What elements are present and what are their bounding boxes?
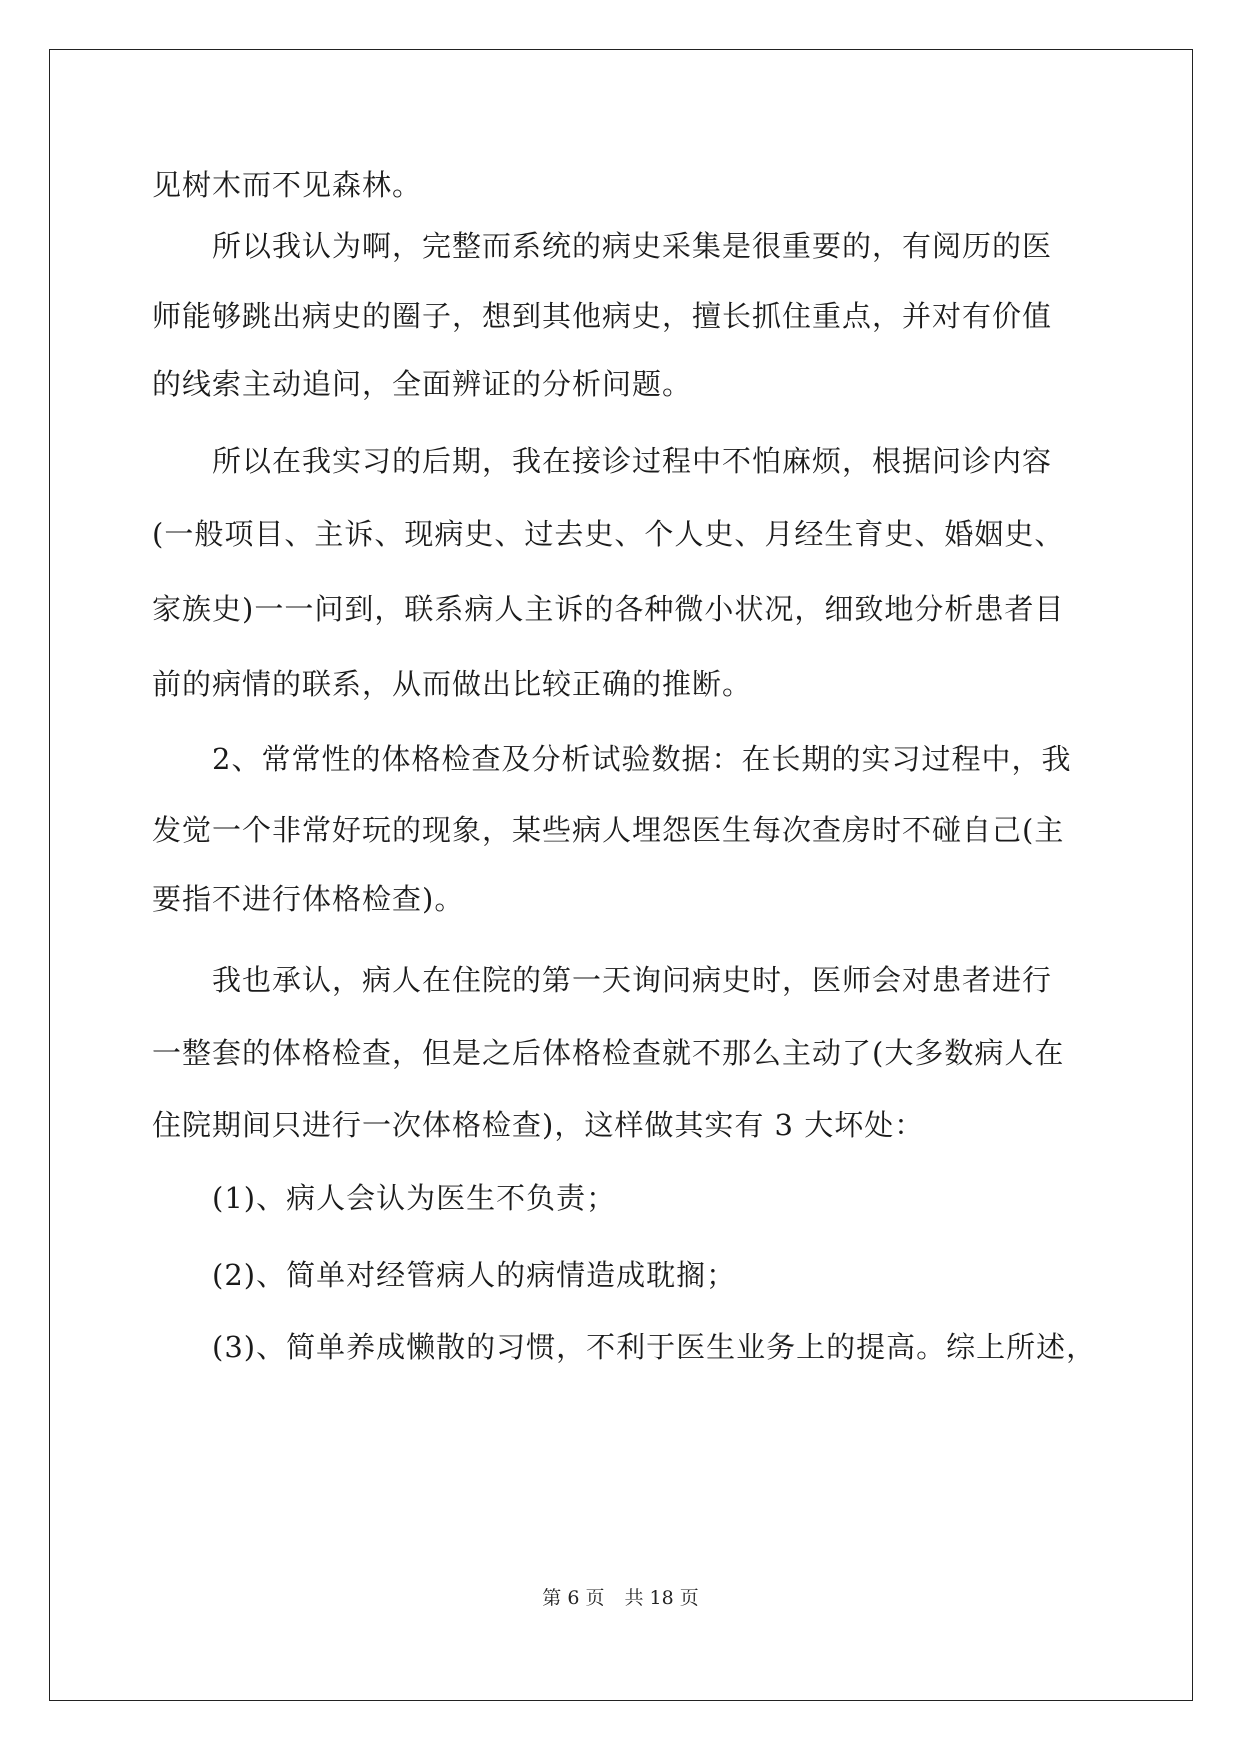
text-line: 2、常常性的体格检查及分析试验数据：在长期的实习过程中，我	[212, 742, 1072, 776]
text-line: (一般项目、主诉、现病史、过去史、个人史、月经生育史、婚姻史、	[152, 517, 1065, 551]
page-total: 共 18 页	[624, 1587, 699, 1609]
text-line: 所以在我实习的后期，我在接诊过程中不怕麻烦，根据问诊内容	[212, 444, 1053, 478]
text-line: 的线索主动追问，全面辨证的分析问题。	[152, 367, 693, 401]
text-line: 所以我认为啊，完整而系统的病史采集是很重要的，有阅历的医	[212, 229, 1053, 263]
text-line: 要指不进行体格检查)。	[152, 882, 465, 916]
text-line: 发觉一个非常好玩的现象，某些病人埋怨医生每次查房时不碰自己(主	[152, 813, 1065, 847]
text-line: 师能够跳出病史的圈子，想到其他病史，擅长抓住重点，并对有价值	[152, 299, 1053, 333]
text-line: (3)、简单养成懒散的习惯，不利于医生业务上的提高。综上所述，	[212, 1330, 1097, 1364]
text-line: 家族史)一一问到，联系病人主诉的各种微小状况，细致地分析患者目	[152, 592, 1065, 626]
text-line: 前的病情的联系，从而做出比较正确的推断。	[152, 667, 753, 701]
page-number: 第 6 页	[542, 1587, 605, 1609]
text-line: 我也承认，病人在住院的第一天询问病史时，医师会对患者进行	[212, 963, 1053, 997]
text-line: 住院期间只进行一次体格检查)，这样做其实有 3 大坏处：	[152, 1108, 925, 1142]
text-line: 见树木而不见森林。	[152, 168, 423, 202]
text-line: 一整套的体格检查，但是之后体格检查就不那么主动了(大多数病人在	[152, 1036, 1065, 1070]
text-line: (1)、病人会认为医生不负责；	[212, 1181, 617, 1215]
page-footer	[0, 1586, 1241, 1610]
text-line: (2)、简单对经管病人的病情造成耽搁；	[212, 1258, 737, 1292]
